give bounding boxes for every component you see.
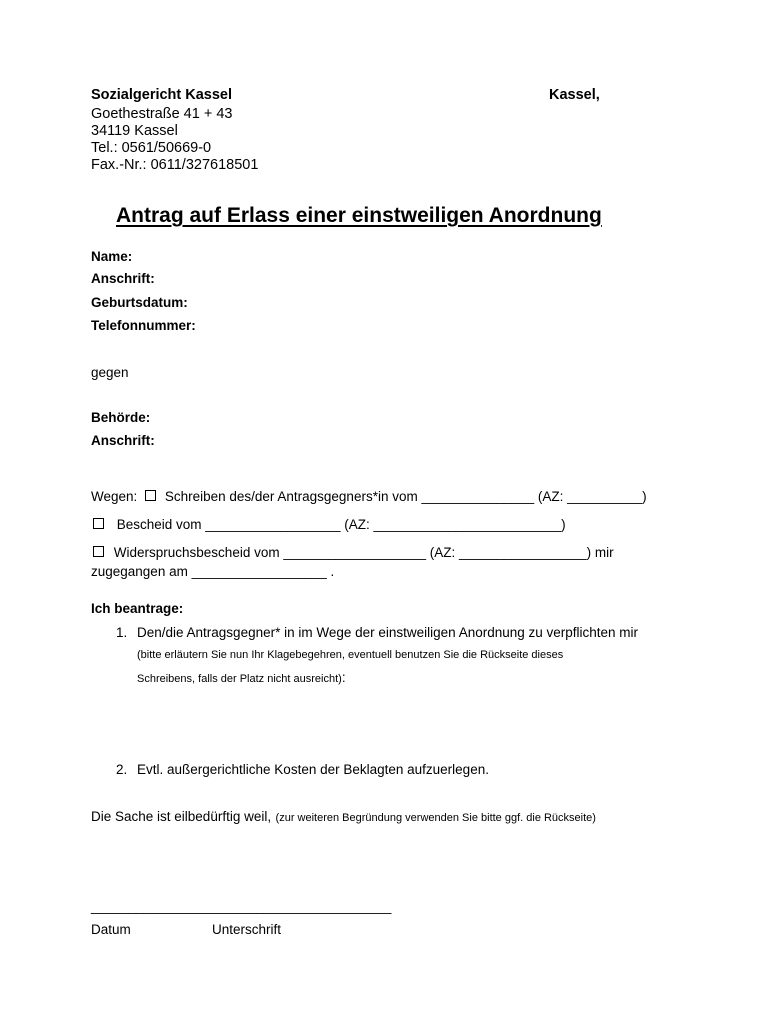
regarding-line-3	[91, 545, 614, 560]
checkbox-letter[interactable]	[145, 490, 156, 501]
checkbox-decision[interactable]	[93, 518, 104, 529]
request-item1-number: 1.	[116, 625, 128, 640]
option-decision-text: Bescheid vom __________________ (AZ: _________________________)	[116, 517, 566, 532]
court-street: Goethestraße 41 + 43	[91, 106, 233, 122]
place-date: Kassel,	[549, 87, 600, 103]
applicant-address-label: Anschrift:	[91, 271, 155, 286]
authority-label: Behörde:	[91, 410, 151, 425]
court-city: 34119 Kassel	[91, 123, 178, 139]
regarding-line-2	[91, 517, 566, 532]
against-text: gegen	[91, 365, 129, 380]
urgency-line	[91, 808, 596, 826]
option-objection-text-2: zugegangen am __________________ .	[91, 564, 335, 579]
document-title: Antrag auf Erlass einer einstweiligen Anordnung	[116, 204, 602, 227]
regarding-line-1	[91, 489, 647, 504]
checkbox-objection[interactable]	[93, 546, 104, 557]
request-item1-text: Den/die Antragsgegner* in im Wege der einstweiligen Anordnung zu verpflichten mir	[137, 625, 639, 640]
option-letter-text: Schreiben des/der Antragsgegners*in vom _______________ (AZ: __________)	[164, 489, 647, 504]
court-fax: Fax.-Nr.: 0611/327618501	[91, 157, 259, 173]
urgency-note: (zur weiteren Begründung verwenden Sie bitte ggf. die Rückseite)	[275, 812, 596, 824]
regarding-label: Wegen:	[91, 489, 138, 504]
applicant-phone-label: Telefonnummer:	[91, 318, 196, 333]
court-name: Sozialgericht Kassel	[91, 87, 233, 103]
signature-label: Unterschrift	[212, 922, 282, 937]
request-item1-note-colon: :	[341, 670, 346, 685]
request-item1-note-1: (bitte erläutern Sie nun Ihr Klagebegehren, eventuell benutzen Sie die Rückseite dieses	[137, 649, 564, 661]
signature-line: ________________________________________	[91, 899, 392, 914]
option-objection-text: Widerspruchsbescheid vom ___________________ (AZ: _________________) mir	[113, 545, 614, 560]
request-item1-note-2	[137, 670, 346, 685]
request-item1-note-2-text: Schreibens, falls der Platz nicht ausreicht)	[137, 673, 342, 685]
applicant-name-label: Name:	[91, 249, 133, 264]
date-label: Datum	[91, 922, 131, 937]
applicant-birthdate-label: Geburtsdatum:	[91, 295, 188, 310]
authority-address-label: Anschrift:	[91, 433, 155, 448]
urgency-text: Die Sache ist eilbedürftig weil,	[91, 809, 272, 824]
court-tel: Tel.: 0561/50669-0	[91, 140, 212, 156]
request-item2-text: Evtl. außergerichtliche Kosten der Beklagten aufzuerlegen.	[137, 762, 489, 777]
request-heading: Ich beantrage:	[91, 601, 184, 616]
request-item2-number: 2.	[116, 762, 128, 777]
